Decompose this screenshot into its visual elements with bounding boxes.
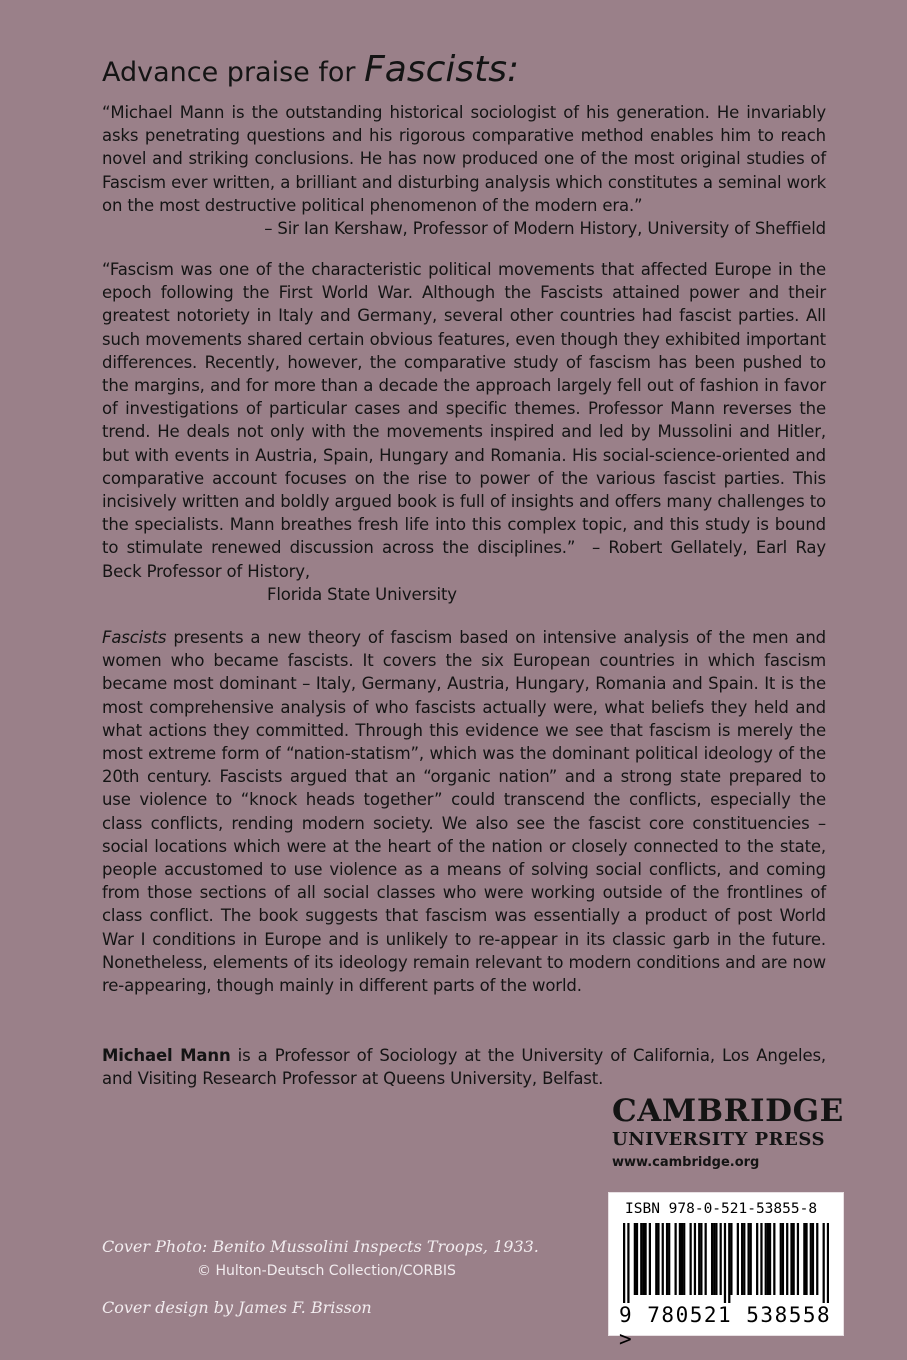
- book-description: [102, 626, 826, 997]
- barcode-bar: [623, 1223, 625, 1303]
- barcode-bar: [705, 1223, 707, 1295]
- isbn-barcode: [608, 1192, 844, 1351]
- author-name: Michael Mann: [102, 1046, 231, 1065]
- barcode-bar: [668, 1223, 670, 1295]
- barcode-bar: [760, 1223, 762, 1295]
- barcode-digits: 9 780521 538558 >: [619, 1303, 832, 1351]
- quote-attribution: – Sir Ian Kershaw, Professor of Modern History, University of Sheffield: [264, 219, 826, 239]
- quote-text: “Michael Mann is the outstanding historical sociologist of his generation. He invariably asks penetrating questions and his rigorous comparative method enables him to reach novel and striking conclusions. He has now produced one of the most original studies of Fascism ever written, a brilliant and disturbing analysis which constitutes a seminal work on the most destructive political phenomenon of the modern era.”: [102, 103, 826, 215]
- barcode-bar: [780, 1223, 782, 1295]
- barcode-bar: [750, 1223, 752, 1295]
- barcode-bar: [797, 1223, 799, 1295]
- quote-attribution-line2: Florida State University: [267, 584, 457, 604]
- barcode-bar: [644, 1223, 646, 1295]
- barcode-bar: [698, 1223, 700, 1295]
- barcode-bar: [627, 1223, 629, 1303]
- publisher-logo: [612, 1092, 842, 1176]
- photo-copyright: © Hulton-Deutsch Collection/CORBIS: [197, 1263, 456, 1279]
- barcode-bar: [724, 1223, 726, 1303]
- description-title-word: Fascists: [102, 628, 167, 647]
- barcode-bar: [823, 1223, 825, 1303]
- quote-gellately: [102, 258, 826, 606]
- praise-heading: [102, 50, 822, 93]
- barcode-bars: [623, 1223, 829, 1303]
- heading-prefix: Advance praise for: [102, 57, 365, 88]
- barcode-bar: [720, 1223, 722, 1295]
- barcode-bar: [636, 1223, 638, 1295]
- isbn-label: ISBN 978-0-521-53855-8: [625, 1201, 818, 1217]
- barcode-bar: [782, 1223, 784, 1295]
- publisher-url: www.cambridge.org: [612, 1155, 760, 1170]
- barcode-bar: [812, 1223, 814, 1295]
- barcode-bar: [642, 1223, 644, 1295]
- barcode-bar: [655, 1223, 657, 1295]
- barcode-bar: [793, 1223, 795, 1295]
- barcode-bar: [737, 1223, 739, 1295]
- publisher-name: CAMBRIDGE: [612, 1093, 844, 1129]
- barcode-bar: [786, 1223, 788, 1295]
- barcode-bar: [810, 1223, 812, 1295]
- quote-text: “Fascism was one of the characteristic political movements that affected Europe in the epoch following the First World War. Although the Fascists attained power and their greatest notoriety in Italy and Germany, several other countries had fascist parties. All such movements shared certain obvious features, even though they exhibited important differences. Recently, however, the comparative study of fascism has been pushed to the margins, and for more than a decade the approach largely fell out of fashion in favor of investigations of particular cases and specific themes. Professor Mann reverses the trend. He deals not only with the movements inspired and led by Mussolini and Hitler, but with events in Austria, Spain, Hungary and Romania. His social-science-oriented and comparative account focuses on the rise to power of the various fascist parties. This incisively written and boldly argued book is full of insights and offers many challenges to the specialists. Mann breathes fresh life into this complex topic, and this study is bound to stimulate renewed discussion across the disciplines.”: [102, 260, 826, 558]
- barcode-bar: [700, 1223, 702, 1295]
- barcode-bar: [790, 1223, 792, 1295]
- barcode-bar: [666, 1223, 668, 1295]
- barcode-bar: [827, 1223, 829, 1303]
- barcode-bar: [765, 1223, 767, 1295]
- cover-design-credit: Cover design by James F. Brisson: [102, 1298, 372, 1317]
- barcode-bar: [767, 1223, 769, 1295]
- barcode-bar: [657, 1223, 659, 1295]
- barcode-bar: [713, 1223, 715, 1295]
- barcode-bar: [711, 1223, 713, 1295]
- barcode-bar: [805, 1223, 807, 1295]
- author-bio: [102, 1044, 826, 1090]
- heading-title: Fascists:: [364, 49, 520, 90]
- barcode-bar: [681, 1223, 683, 1295]
- quote-attribution: – Robert Gellately, Earl Ray Beck Professor of History,: [102, 538, 826, 581]
- publisher-subtitle: UNIVERSITY PRESS: [612, 1129, 825, 1150]
- barcode-bar: [747, 1223, 749, 1295]
- barcode-bar: [728, 1223, 730, 1303]
- barcode-bar: [773, 1223, 775, 1295]
- cover-photo-credit: [102, 1235, 582, 1283]
- barcode-bar: [683, 1223, 685, 1295]
- barcode-bar: [679, 1223, 681, 1295]
- barcode-bar: [690, 1223, 692, 1295]
- barcode-bar: [756, 1223, 758, 1295]
- barcode-bar: [694, 1223, 696, 1295]
- barcode-bar: [675, 1223, 677, 1295]
- barcode-bar: [741, 1223, 743, 1295]
- barcode-bar: [662, 1223, 664, 1295]
- barcode-bar: [803, 1223, 805, 1295]
- barcode-bar: [743, 1223, 745, 1295]
- author-bio-text: is a Professor of Sociology at the University of California, Los Angeles, and Visiting Research Professor at Queens University, Belfast.: [102, 1046, 826, 1089]
- barcode-bar: [816, 1223, 818, 1295]
- barcode-bar: [715, 1223, 717, 1295]
- barcode-bar: [634, 1223, 636, 1295]
- barcode-bar: [769, 1223, 771, 1295]
- photo-credit-text: Cover Photo: Benito Mussolini Inspects Troops, 1933.: [102, 1237, 539, 1256]
- quote-kershaw: [102, 101, 826, 240]
- barcode-bar: [730, 1223, 732, 1295]
- barcode-bar: [640, 1223, 642, 1295]
- description-text: presents a new theory of fascism based on intensive analysis of the men and women who became fascists. It covers the six European countries in which fascism became most dominant – Italy, Germany, Austria, Hungary, Romania and Spain. It is the most comprehensive analysis of who fascists actually were, what beliefs they held and what actions they committed. Through this evidence we see that fascism is merely the most extreme form of “nation-statism”, which was the dominant political ideology of the 20th century. Fascists argued that an “organic nation” and a strong state prepared to use violence to “knock heads together” could transcend the conflicts, especially the class conflicts, rending modern society. We also see the fascist core constituencies – social locations which were at the heart of the nation or closely connected to the state, people accustomed to use violence as a means of solving social conflicts, and coming from those sections of all social classes who were working outside of the frontlines of class conflict. The book suggests that fascism was essentially a product of post World War I conditions in Europe and is unlikely to re-appear in its classic garb in the future. Nonetheless, elements of its ideology remain relevant to modern conditions and are now re-appearing, though mainly in different parts of the world.: [102, 628, 826, 996]
- barcode-bar: [649, 1223, 651, 1295]
